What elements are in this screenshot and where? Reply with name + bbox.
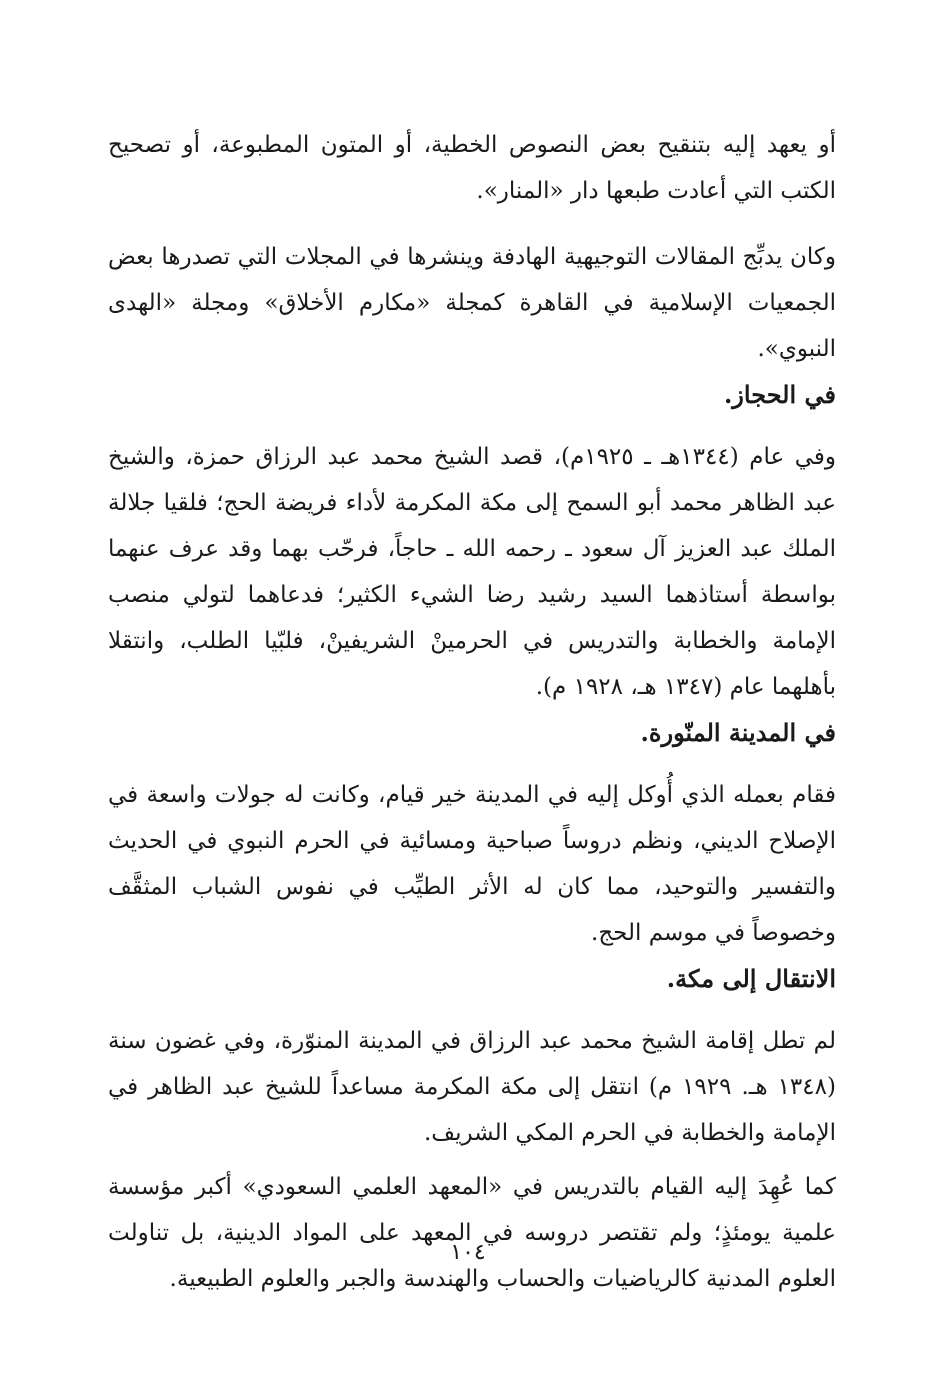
paragraph: لم تطل إقامة الشيخ محمد عبد الرزاق في المدينة المنوّرة، وفي غضون سنة (١٣٤٨ هـ. ١٩٢٩ م) انتقل إلى مكة المكرمة مساعداً للشيخ عبد الظاهر في الإمامة والخطابة في الحرم المكي الشريف. [108,1028,836,1146]
paragraph: فقام بعمله الذي أُوكل إليه في المدينة خير قيام، وكانت له جولات واسعة في الإصلاح الديني، ونظم دروساً صباحية ومسائية في الحرم النبوي في الحديث والتفسير والتوحيد، مما كان له الأثر الطيِّب في نفوس الشباب المثقَّف وخصوصاً في موسم الحج. [108,782,836,946]
section-heading-hijaz: في الحجاز. [723,380,836,409]
page-body [108,122,836,1302]
paragraph: وكان يدبِّج المقالات التوجيهية الهادفة وينشرها في المجلات التي تصدرها بعض الجمعيات الإسلامية في القاهرة كمجلة «مكارم الأخلاق» ومجلة «الهدى النبوي». [108,244,836,362]
section-heading-makkah: الانتقال إلى مكة. [666,964,836,993]
paragraph: كما عُهِدَ إليه القيام بالتدريس في «المعهد العلمي السعودي» أكبر مؤسسة علمية يومئذٍ؛ ولم تقتصر دروسه في المعهد على المواد الدينية، بل تناولت العلوم المدنية كالرياضيات والحساب والهندسة والجبر والعلوم الطبيعية. [108,1174,836,1292]
section-heading-madina: في المدينة المنّورة. [640,718,836,747]
paragraph: وفي عام (١٣٤٤هـ ـ ١٩٢٥م)، قصد الشيخ محمد عبد الرزاق حمزة، والشيخ عبد الظاهر محمد أبو السمح إلى مكة المكرمة لأداء فريضة الحج؛ فلقيا جلالة الملك عبد العزيز آل سعود ـ رحمه الله ـ حاجاً، فرحّب بهما وقد عرف عنهما بواسطة أستاذهما السيد رشيد رضا الشيء الكثير؛ فدعاهما لتولي منصب الإمامة والخطابة والتدريس في الحرمينْ الشريفينْ، فلبّيا الطلب، وانتقلا بأهلهما عام (١٣٤٧ هـ، ١٩٢٨ م). [108,444,836,700]
paragraph: أو يعهد إليه بتنقيح بعض النصوص الخطية، أو المتون المطبوعة، أو تصحيح الكتب التي أعادت طبعها دار «المنار». [108,132,836,204]
page-number: ١٠٤ [450,1240,486,1265]
